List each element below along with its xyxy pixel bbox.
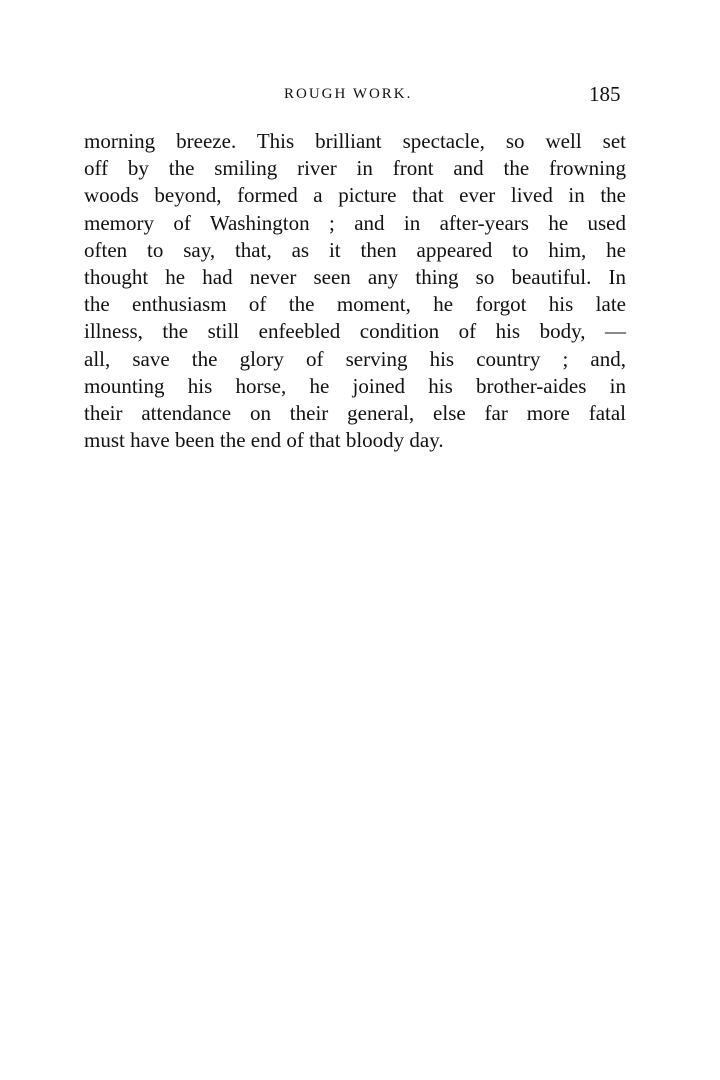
text-line: their attendance on their general, else far more fatal bbox=[84, 400, 626, 425]
text-line: the enthusiasm of the moment, he forgot his late bbox=[84, 292, 626, 317]
text-line: illness, the still enfeebled condition of his body, — bbox=[84, 319, 626, 344]
text-line: thought he had never seen any thing so beautiful. In bbox=[84, 264, 626, 289]
text-line: memory of Washington ; and in after-years he used bbox=[84, 210, 626, 235]
text-line: all, save the glory of serving his country ; and, bbox=[84, 346, 626, 371]
text-line: off by the smiling river in front and the frowning bbox=[84, 156, 626, 181]
text-line: must have been the end of that bloody day. bbox=[84, 428, 444, 453]
running-title: ROUGH WORK. bbox=[284, 86, 413, 102]
page-number: 185 bbox=[589, 82, 621, 106]
body-paragraph bbox=[84, 128, 626, 454]
text-line: mounting his horse, he joined his brother-aides in bbox=[84, 373, 626, 398]
text-line: woods beyond, formed a picture that ever lived in the bbox=[84, 183, 626, 208]
text-line: morning breeze. This brilliant spectacle, so well set bbox=[84, 129, 626, 153]
text-line: often to say, that, as it then appeared to him, he bbox=[84, 237, 626, 262]
running-head bbox=[0, 80, 720, 110]
